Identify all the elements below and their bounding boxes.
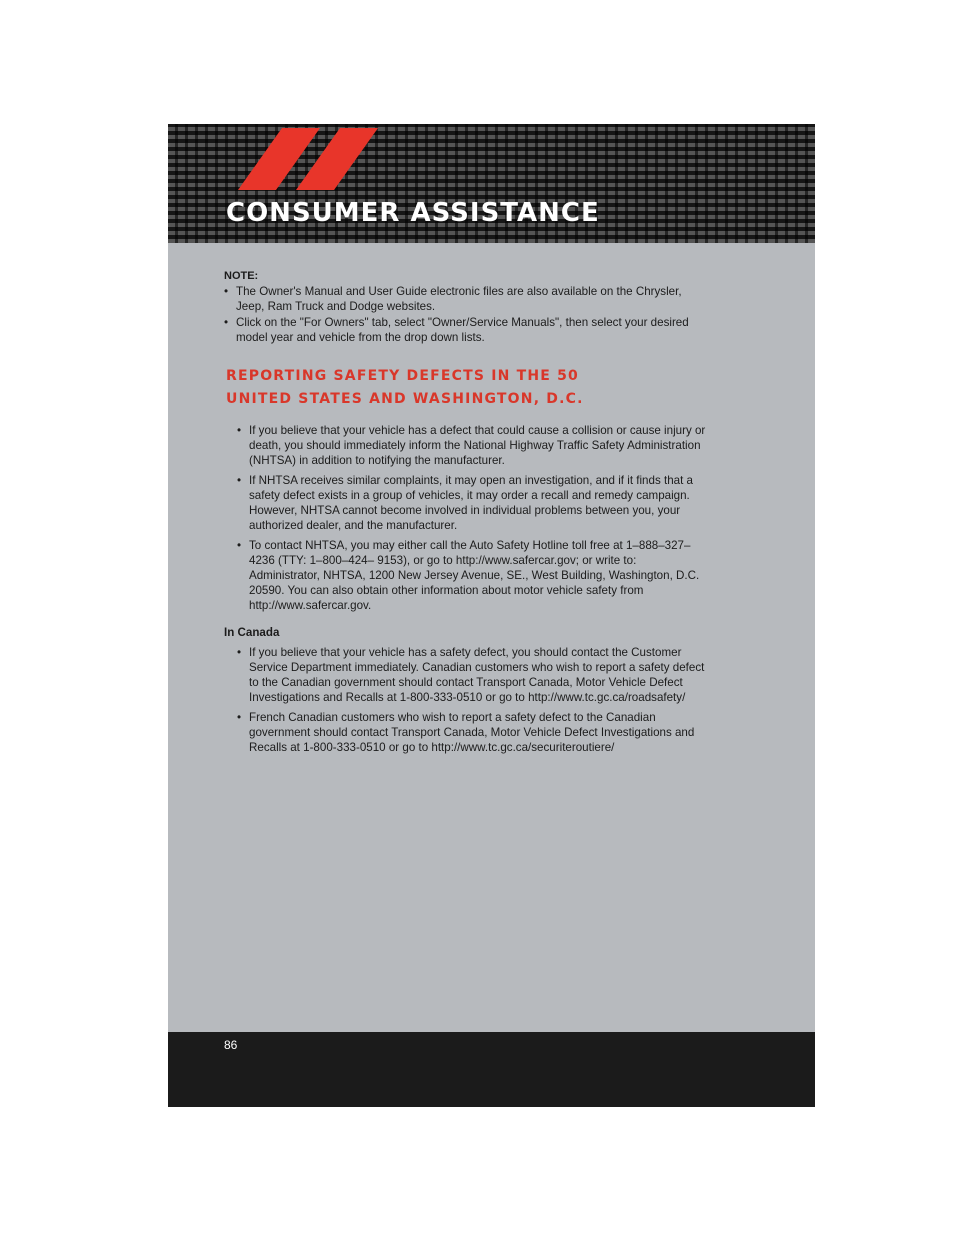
manual-page	[168, 124, 815, 1107]
note-label: NOTE:	[224, 270, 259, 282]
list-item: • If you believe that your vehicle has a defect that could cause a collision or cause injury or death, you should immediately inform the National Highway Traffic Safety Administration (NHTSA) in addition to notifying the manufacturer.	[224, 423, 706, 468]
list-item: • French Canadian customers who wish to report a safety defect to the Canadian government should contact Transport Canada, Motor Vehicle Defect Investigations and Recalls at 1-800-333-0510 or go to http://www.tc.gc.ca/securiteroutiere/	[224, 710, 706, 755]
section-heading-line: REPORTING SAFETY DEFECTS IN THE 50	[226, 368, 579, 384]
section-heading	[226, 365, 706, 411]
note-list	[224, 284, 706, 345]
page-content	[224, 269, 706, 760]
canada-heading: In Canada	[224, 626, 280, 639]
canada-list	[224, 645, 706, 755]
note-item: • Click on the "For Owners" tab, select "Owner/Service Manuals", then select your desired model year and vehicle from the drop down lists.	[224, 315, 706, 345]
page-number: 86	[224, 1038, 238, 1052]
list-item: • If NHTSA receives similar complaints, it may open an investigation, and if it finds that a safety defect exists in a group of vehicles, it may order a recall and remedy campaign. However, NHTSA cannot become involved in individual problems between you, your authorized dealer, and the manufacturer.	[224, 473, 706, 533]
note-item: • The Owner's Manual and User Guide electronic files are also available on the Chrysler, Jeep, Ram Truck and Dodge websites.	[224, 284, 706, 314]
page-title: CONSUMER ASSISTANCE	[226, 198, 600, 228]
double-slash-stripes-icon	[238, 128, 388, 190]
page-footer	[168, 1032, 815, 1107]
list-item: • To contact NHTSA, you may either call the Auto Safety Hotline toll free at 1–888–327–4236 (TTY: 1–800–424– 9153), or go to http://www.safercar.gov; or write to: Administrator, NHTSA, 1200 New Jersey Avenue, SE., West Building, Washington, D.C. 20590. You can also obtain other information about motor vehicle safety from http://www.safercar.gov.	[224, 538, 706, 613]
page-header	[168, 124, 815, 243]
list-item: • If you believe that your vehicle has a safety defect, you should contact the Customer Service Department immediately. Canadian customers who wish to report a safety defect to the Canadian government should contact Transport Canada, Motor Vehicle Defect Investigations and Recalls at 1-800-333-0510 or go to http://www.tc.gc.ca/roadsafety/	[224, 645, 706, 705]
safety-defects-list	[224, 423, 706, 613]
section-heading-line: UNITED STATES AND WASHINGTON, D.C.	[226, 391, 584, 407]
